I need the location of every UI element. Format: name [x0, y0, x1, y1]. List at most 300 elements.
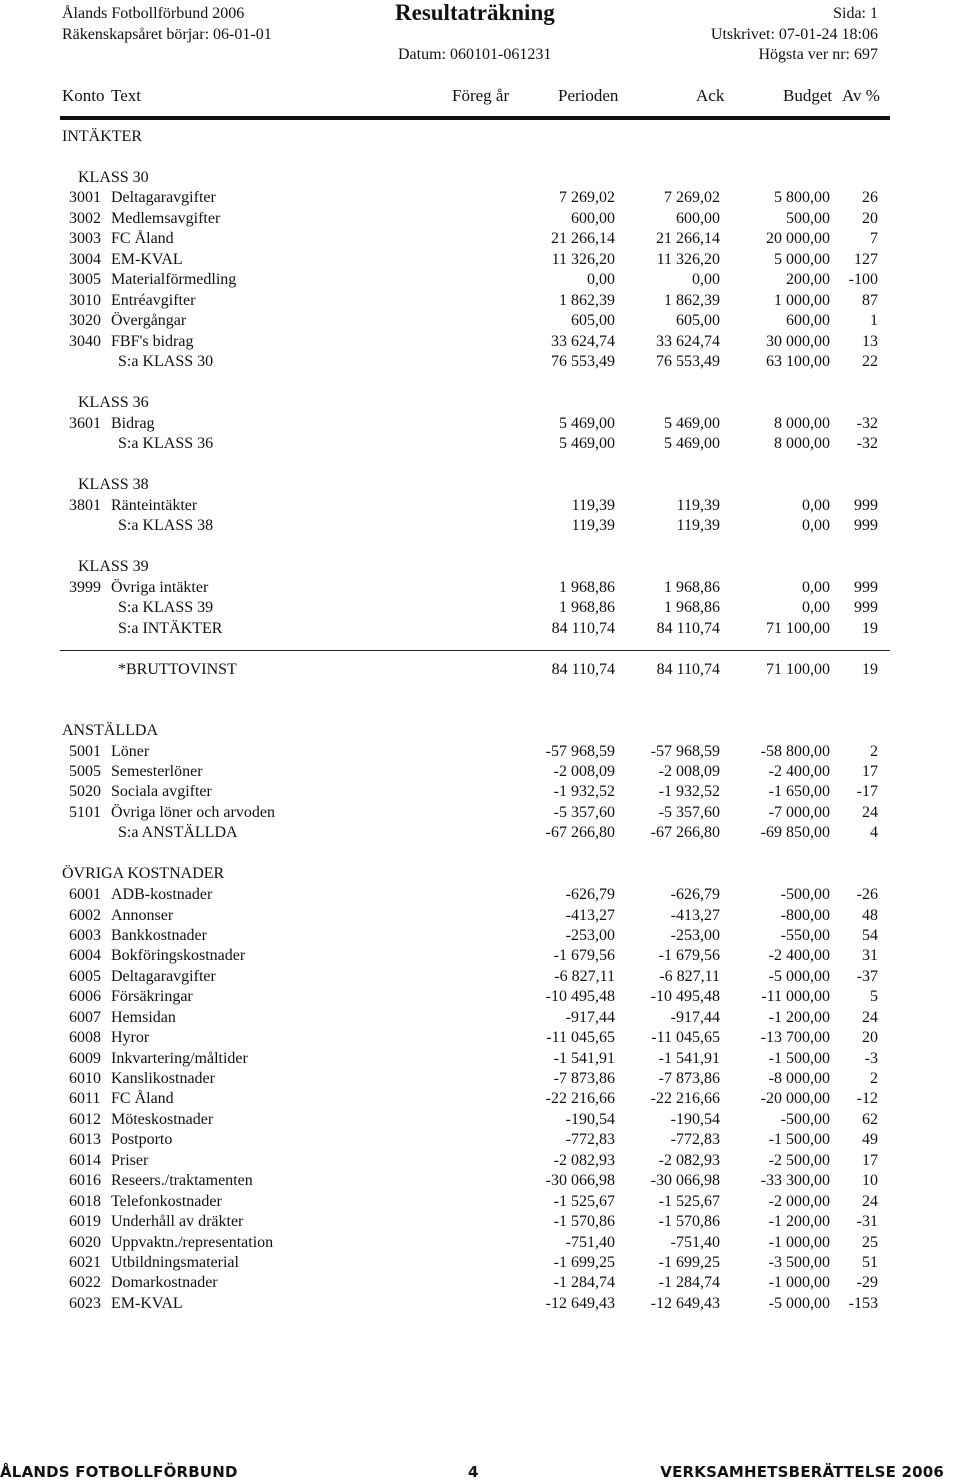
period-value: -30 066,98	[545, 1172, 615, 1189]
percent-value: -12	[856, 1090, 878, 1107]
account-text: Bokföringskostnader	[111, 947, 246, 964]
subtotal-row	[0, 352, 960, 372]
ack-value: 5 469,00	[664, 415, 720, 432]
account-number: 3601	[69, 415, 101, 432]
table-row	[0, 1294, 960, 1314]
account-text: Semesterlöner	[111, 763, 203, 780]
col-ack: Ack	[696, 86, 725, 105]
table-row	[0, 803, 960, 823]
account-text: ADB-kostnader	[111, 886, 213, 903]
budget-value: -2 400,00	[768, 947, 830, 964]
account-number: 6013	[69, 1131, 101, 1148]
table-row	[0, 414, 960, 434]
table-row	[0, 1130, 960, 1150]
account-text: Deltagaravgifter	[111, 189, 216, 206]
budget-value: -5 000,00	[768, 968, 830, 985]
account-text: *BRUTTOVINST	[118, 661, 237, 678]
period-value: -1 284,74	[553, 1274, 615, 1291]
table-row	[0, 1233, 960, 1253]
table-row	[0, 946, 960, 966]
col-perioden: Perioden	[558, 86, 619, 105]
table-row	[0, 967, 960, 987]
budget-value: -58 800,00	[760, 743, 830, 760]
ack-value: -22 216,66	[650, 1090, 720, 1107]
budget-value: 8 000,00	[774, 435, 830, 452]
period-value: 119,39	[571, 497, 615, 514]
account-text: Sociala avgifter	[111, 783, 212, 800]
class-heading-39: KLASS 39	[78, 558, 149, 575]
budget-value: -13 700,00	[760, 1029, 830, 1046]
account-number: 6023	[69, 1295, 101, 1312]
ack-value: -917,44	[670, 1009, 720, 1026]
account-number: 6022	[69, 1274, 101, 1291]
account-text: Hemsidan	[111, 1009, 176, 1026]
ack-value: 119,39	[676, 517, 720, 534]
percent-value: 62	[862, 1111, 878, 1128]
account-number: 6019	[69, 1213, 101, 1230]
period-value: -10 495,48	[545, 988, 615, 1005]
table-row	[0, 1192, 960, 1212]
ack-value: 7 269,02	[664, 189, 720, 206]
ack-value: -626,79	[670, 886, 720, 903]
budget-value: -3 500,00	[768, 1254, 830, 1271]
ack-value: 1 968,86	[664, 599, 720, 616]
account-number: 3004	[69, 251, 101, 268]
budget-value: 1 000,00	[774, 292, 830, 309]
budget-value: 30 000,00	[766, 333, 830, 350]
footer-report-name: VERKSAMHETSBERÄTTELSE 2006	[660, 1463, 944, 1481]
account-text: Bankkostnader	[111, 927, 207, 944]
account-number: 3020	[69, 312, 101, 329]
period-value: -22 216,66	[545, 1090, 615, 1107]
period-value: -190,54	[565, 1111, 615, 1128]
period-value: -1 699,25	[553, 1254, 615, 1271]
account-text: Löner	[111, 743, 150, 760]
account-text: Övriga intäkter	[111, 579, 209, 596]
budget-value: -11 000,00	[761, 988, 830, 1005]
table-row	[0, 496, 960, 516]
account-number: 6016	[69, 1172, 101, 1189]
account-number: 3002	[69, 210, 101, 227]
table-row	[0, 229, 960, 249]
period-value: 76 553,49	[551, 353, 615, 370]
account-number: 5005	[69, 763, 101, 780]
subtotal-row	[0, 516, 960, 536]
account-number: 6021	[69, 1254, 101, 1271]
percent-value: 999	[854, 599, 878, 616]
percent-value: 54	[862, 927, 878, 944]
account-text: S:a INTÄKTER	[118, 620, 223, 637]
account-number: 3801	[69, 497, 101, 514]
percent-value: 13	[862, 333, 878, 350]
account-number: 5001	[69, 743, 101, 760]
table-row	[0, 311, 960, 331]
account-text: Bidrag	[111, 415, 155, 432]
account-text: Telefonkostnader	[111, 1193, 222, 1210]
period-value: -253,00	[565, 927, 615, 944]
table-row	[0, 250, 960, 270]
ack-value: 11 326,20	[656, 251, 720, 268]
budget-value: -500,00	[780, 886, 830, 903]
account-text: Medlemsavgifter	[111, 210, 221, 227]
percent-value: 999	[854, 579, 878, 596]
ack-value: -1 284,74	[658, 1274, 720, 1291]
period-value: -751,40	[565, 1234, 615, 1251]
ack-value: 5 469,00	[664, 435, 720, 452]
percent-value: -17	[856, 783, 878, 800]
table-row	[0, 885, 960, 905]
percent-value: 17	[862, 763, 878, 780]
period-value: 1 968,86	[559, 579, 615, 596]
account-number: 6005	[69, 968, 101, 985]
account-text: Annonser	[111, 907, 174, 924]
account-number: 6012	[69, 1111, 101, 1128]
percent-value: 20	[862, 210, 878, 227]
table-row	[0, 1069, 960, 1089]
class-heading-30: KLASS 30	[78, 169, 149, 186]
percent-value: 999	[854, 517, 878, 534]
ack-value: -772,83	[670, 1131, 720, 1148]
section-intakter: INTÄKTER	[62, 128, 142, 145]
percent-value: 2	[870, 743, 878, 760]
ack-value: 84 110,74	[656, 661, 720, 678]
col-avpct: Av %	[842, 86, 880, 105]
percent-value: 26	[862, 189, 878, 206]
period-value: 1 862,39	[559, 292, 615, 309]
subtotal-row	[0, 598, 960, 618]
budget-value: 0,00	[802, 497, 830, 514]
budget-value: 0,00	[802, 599, 830, 616]
account-text: Övergångar	[111, 312, 187, 329]
account-number: 5101	[69, 804, 101, 821]
percent-value: 87	[862, 292, 878, 309]
account-text: S:a KLASS 36	[118, 435, 214, 452]
percent-value: -3	[864, 1050, 878, 1067]
percent-value: 5	[870, 988, 878, 1005]
account-text: Ränteintäkter	[111, 497, 198, 514]
table-row	[0, 1171, 960, 1191]
ack-value: 21 266,14	[656, 230, 720, 247]
printed-timestamp: Utskrivet: 07-01-24 18:06	[710, 26, 878, 43]
ack-value: -253,00	[670, 927, 720, 944]
percent-value: 17	[862, 1152, 878, 1169]
budget-value: 5 000,00	[774, 251, 830, 268]
table-row	[0, 1253, 960, 1273]
percent-value: 51	[862, 1254, 878, 1271]
account-text: S:a ANSTÄLLDA	[118, 824, 238, 841]
period-value: 0,00	[587, 271, 615, 288]
budget-value: -2 400,00	[768, 763, 830, 780]
ack-value: -7 873,86	[658, 1070, 720, 1087]
section-ovriga-kostnader: ÖVRIGA KOSTNADER	[62, 865, 225, 882]
ack-value: -10 495,48	[650, 988, 720, 1005]
period-value: 605,00	[571, 312, 615, 329]
ack-value: 605,00	[676, 312, 720, 329]
account-number: 6002	[69, 907, 101, 924]
period-value: -5 357,60	[553, 804, 615, 821]
budget-value: -1 000,00	[768, 1274, 830, 1291]
period-value: -12 649,43	[545, 1295, 615, 1312]
percent-value: -100	[848, 271, 878, 288]
budget-value: 71 100,00	[766, 661, 830, 678]
ack-value: -1 570,86	[658, 1213, 720, 1230]
percent-value: 25	[862, 1234, 878, 1251]
budget-value: 0,00	[802, 517, 830, 534]
account-text: Priser	[111, 1152, 149, 1169]
account-text: Inkvartering/måltider	[111, 1050, 248, 1067]
account-number: 6010	[69, 1070, 101, 1087]
header-rule	[60, 116, 890, 120]
percent-value: 127	[854, 251, 878, 268]
ack-value: 76 553,49	[656, 353, 720, 370]
percent-value: -153	[848, 1295, 878, 1312]
gross-profit-rule	[60, 650, 890, 651]
account-number: 3010	[69, 292, 101, 309]
account-number: 3999	[69, 579, 101, 596]
ack-value: -67 266,80	[650, 824, 720, 841]
account-number: 3003	[69, 230, 101, 247]
percent-value: 7	[870, 230, 878, 247]
budget-value: 8 000,00	[774, 415, 830, 432]
account-number: 6008	[69, 1029, 101, 1046]
period-value: -2 008,09	[553, 763, 615, 780]
period-value: 11 326,20	[551, 251, 615, 268]
budget-value: 5 800,00	[774, 189, 830, 206]
percent-value: 24	[862, 804, 878, 821]
budget-value: -33 300,00	[760, 1172, 830, 1189]
account-text: Hyror	[111, 1029, 150, 1046]
ack-value: -190,54	[670, 1111, 720, 1128]
percent-value: 20	[862, 1029, 878, 1046]
footer-org: ÅLANDS FOTBOLLFÖRBUND	[0, 1463, 238, 1481]
table-row	[0, 1212, 960, 1232]
table-row	[0, 906, 960, 926]
class-heading-36: KLASS 36	[78, 394, 149, 411]
ack-value: 600,00	[676, 210, 720, 227]
ack-value: -12 649,43	[650, 1295, 720, 1312]
period-value: -1 570,86	[553, 1213, 615, 1230]
period-value: -2 082,93	[553, 1152, 615, 1169]
period-value: 33 624,74	[551, 333, 615, 350]
budget-value: 600,00	[786, 312, 830, 329]
ack-value: -1 525,67	[658, 1193, 720, 1210]
period-value: -7 873,86	[553, 1070, 615, 1087]
budget-value: 71 100,00	[766, 620, 830, 637]
account-number: 6009	[69, 1050, 101, 1067]
version-number: Högsta ver nr: 697	[758, 46, 878, 63]
account-text: S:a KLASS 39	[118, 599, 214, 616]
account-text: Kanslikostnader	[111, 1070, 215, 1087]
subtotal-row	[0, 660, 960, 680]
footer-page-number: 4	[468, 1463, 479, 1481]
ack-value: -1 699,25	[658, 1254, 720, 1271]
budget-value: -1 650,00	[768, 783, 830, 800]
percent-value: 48	[862, 907, 878, 924]
table-row	[0, 1089, 960, 1109]
col-text: Text	[111, 86, 141, 105]
account-text: EM-KVAL	[111, 251, 183, 268]
budget-value: -800,00	[780, 907, 830, 924]
budget-value: -1 200,00	[768, 1009, 830, 1026]
account-number: 5020	[69, 783, 101, 800]
account-number: 3001	[69, 189, 101, 206]
table-row	[0, 782, 960, 802]
budget-value: -2 500,00	[768, 1152, 830, 1169]
period-value: -1 525,67	[553, 1193, 615, 1210]
percent-value: 2	[870, 1070, 878, 1087]
ack-value: 0,00	[692, 271, 720, 288]
period-value: -11 045,65	[546, 1029, 615, 1046]
table-row	[0, 1110, 960, 1130]
budget-value: -2 000,00	[768, 1193, 830, 1210]
report-title: Resultaträkning	[395, 0, 555, 25]
period-value: 5 469,00	[559, 435, 615, 452]
account-number: 6004	[69, 947, 101, 964]
account-number: 6018	[69, 1193, 101, 1210]
subtotal-row	[0, 823, 960, 843]
table-row	[0, 1008, 960, 1028]
col-konto: Konto	[62, 86, 105, 105]
ack-value: 1 862,39	[664, 292, 720, 309]
period-value: 1 968,86	[559, 599, 615, 616]
table-row	[0, 1273, 960, 1293]
percent-value: 4	[870, 824, 878, 841]
ack-value: -11 045,65	[651, 1029, 720, 1046]
account-text: Deltagaravgifter	[111, 968, 216, 985]
budget-value: -8 000,00	[768, 1070, 830, 1087]
percent-value: 49	[862, 1131, 878, 1148]
ack-value: 119,39	[676, 497, 720, 514]
period-value: -67 266,80	[545, 824, 615, 841]
percent-value: -37	[856, 968, 878, 985]
account-number: 6014	[69, 1152, 101, 1169]
table-row	[0, 926, 960, 946]
table-row	[0, 987, 960, 1007]
budget-value: -1 000,00	[768, 1234, 830, 1251]
account-number: 6011	[69, 1090, 101, 1107]
period-value: -1 541,91	[553, 1050, 615, 1067]
percent-value: 19	[862, 620, 878, 637]
fiscal-year: Räkenskapsåret börjar: 06-01-01	[62, 26, 272, 43]
table-row	[0, 1028, 960, 1048]
subtotal-row	[0, 619, 960, 639]
percent-value: 24	[862, 1009, 878, 1026]
budget-value: 200,00	[786, 271, 830, 288]
account-text: S:a KLASS 30	[118, 353, 214, 370]
ack-value: -5 357,60	[658, 804, 720, 821]
period-value: -6 827,11	[554, 968, 615, 985]
budget-value: 500,00	[786, 210, 830, 227]
period-value: 84 110,74	[551, 620, 615, 637]
ack-value: -1 679,56	[658, 947, 720, 964]
account-text: S:a KLASS 38	[118, 517, 214, 534]
table-row	[0, 209, 960, 229]
account-number: 6003	[69, 927, 101, 944]
table-row	[0, 1049, 960, 1069]
account-text: EM-KVAL	[111, 1295, 183, 1312]
account-text: Reseers./traktamenten	[111, 1172, 253, 1189]
section-anstallda: ANSTÄLLDA	[62, 722, 158, 739]
account-text: FBF's bidrag	[111, 333, 194, 350]
account-text: Materialförmedling	[111, 271, 237, 288]
period-value: 21 266,14	[551, 230, 615, 247]
table-row	[0, 578, 960, 598]
budget-value: 0,00	[802, 579, 830, 596]
account-text: Domarkostnader	[111, 1274, 218, 1291]
account-text: Utbildningsmaterial	[111, 1254, 239, 1271]
col-foreg: Föreg år	[452, 86, 510, 105]
account-text: Underhåll av dräkter	[111, 1213, 244, 1230]
percent-value: 24	[862, 1193, 878, 1210]
percent-value: 22	[862, 353, 878, 370]
period-value: -413,27	[565, 907, 615, 924]
ack-value: -57 968,59	[650, 743, 720, 760]
account-text: Möteskostnader	[111, 1111, 214, 1128]
account-text: Entréavgifter	[111, 292, 196, 309]
ack-value: -1 541,91	[658, 1050, 720, 1067]
account-number: 6020	[69, 1234, 101, 1251]
budget-value: -69 850,00	[760, 824, 830, 841]
budget-value: 63 100,00	[766, 353, 830, 370]
percent-value: 19	[862, 661, 878, 678]
date-range: Datum: 060101-061231	[398, 46, 552, 63]
percent-value: 1	[870, 312, 878, 329]
period-value: 119,39	[571, 517, 615, 534]
subtotal-row	[0, 434, 960, 454]
period-value: -1 932,52	[553, 783, 615, 800]
percent-value: -31	[856, 1213, 878, 1230]
budget-value: -500,00	[780, 1111, 830, 1128]
table-row	[0, 1151, 960, 1171]
ack-value: -413,27	[670, 907, 720, 924]
table-row	[0, 270, 960, 290]
class-heading-38: KLASS 38	[78, 476, 149, 493]
period-value: -1 679,56	[553, 947, 615, 964]
ack-value: -2 082,93	[658, 1152, 720, 1169]
table-row	[0, 762, 960, 782]
org-name: Ålands Fotbollförbund 2006	[62, 5, 245, 22]
ack-value: 1 968,86	[664, 579, 720, 596]
account-number: 6007	[69, 1009, 101, 1026]
table-row	[0, 332, 960, 352]
ack-value: -2 008,09	[658, 763, 720, 780]
ack-value: -1 932,52	[658, 783, 720, 800]
page-number: Sida: 1	[833, 5, 878, 22]
period-value: -626,79	[565, 886, 615, 903]
ack-value: 33 624,74	[656, 333, 720, 350]
account-text: FC Åland	[111, 230, 174, 247]
percent-value: 31	[862, 947, 878, 964]
period-value: 600,00	[571, 210, 615, 227]
period-value: 84 110,74	[551, 661, 615, 678]
percent-value: -32	[856, 435, 878, 452]
table-row	[0, 291, 960, 311]
period-value: -772,83	[565, 1131, 615, 1148]
ack-value: -30 066,98	[650, 1172, 720, 1189]
account-text: FC Åland	[111, 1090, 174, 1107]
budget-value: -7 000,00	[768, 804, 830, 821]
budget-value: -550,00	[780, 927, 830, 944]
percent-value: -29	[856, 1274, 878, 1291]
period-value: 7 269,02	[559, 189, 615, 206]
budget-value: -1 500,00	[768, 1131, 830, 1148]
account-text: Uppvaktn./representation	[111, 1234, 274, 1251]
percent-value: 10	[862, 1172, 878, 1189]
budget-value: -5 000,00	[768, 1295, 830, 1312]
budget-value: -20 000,00	[760, 1090, 830, 1107]
account-text: Postporto	[111, 1131, 173, 1148]
budget-value: -1 500,00	[768, 1050, 830, 1067]
